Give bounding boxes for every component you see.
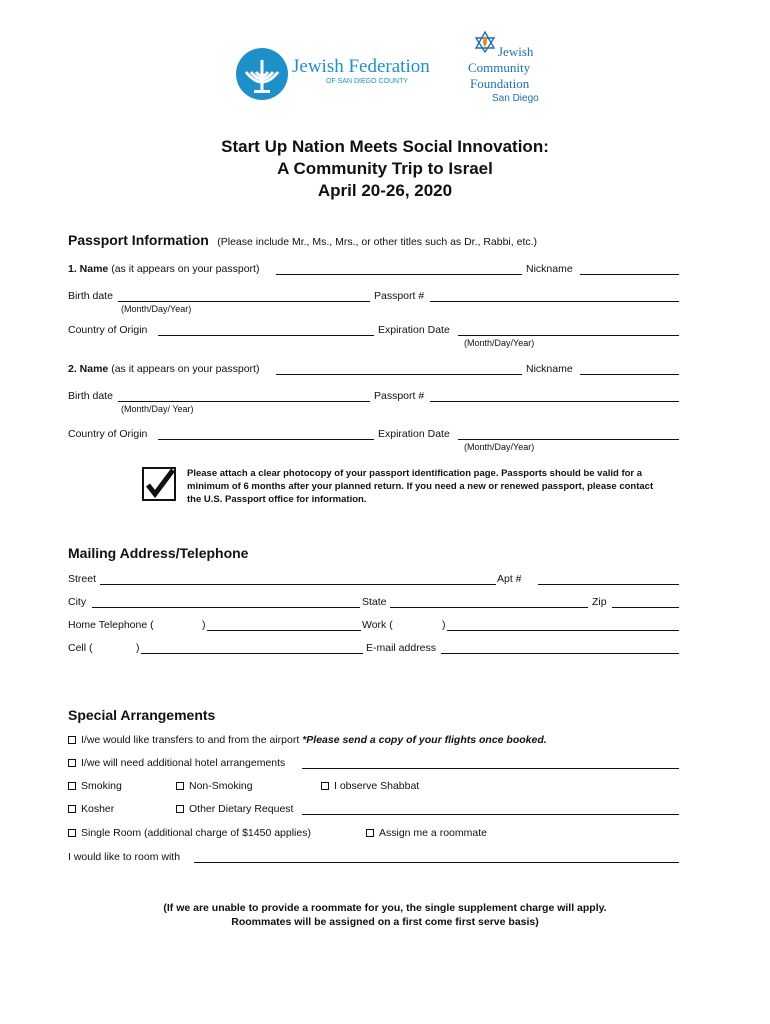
foundation-line1: Jewish [498,44,534,59]
kosher-option[interactable] [68,803,114,815]
single-room-label: Single Room (additional charge of $1450 applies) [81,827,311,839]
page-title-line3: April 20-26, 2020 [317,181,453,200]
home-tel-close: ) [202,619,206,631]
person1-name-num: 1. Name [68,263,109,275]
person1-passport-field[interactable] [430,301,679,302]
person2-nickname-field[interactable] [580,374,679,375]
hotel-field[interactable] [302,768,679,769]
person2-exp-hint: (Month/Day/Year) [464,442,535,452]
person2-name-field[interactable] [276,374,522,375]
cell-field[interactable] [141,653,363,654]
passport-note [187,467,682,506]
foundation-line2: Community [468,60,531,75]
work-tel-field[interactable] [447,630,679,631]
room-with-field[interactable] [194,862,679,863]
email-field[interactable] [441,653,679,654]
passport-heading-note: (Please include Mr., Ms., Mrs., or other titles such as Dr., Rabbi, etc.) [217,236,538,248]
menorah-icon [234,46,290,102]
person2-name-label [68,363,259,375]
home-tel-label: Home Telephone ( [68,619,154,631]
person1-name-note: (as it appears on your passport) [111,263,260,275]
hotel-label: I/we will need additional hotel arrangements [81,757,286,769]
federation-sub: OF SAN DIEGO COUNTY [326,78,409,85]
single-room-checkbox[interactable] [68,829,76,837]
person2-birth-hint: (Month/Day/ Year) [121,404,194,414]
person1-country-label: Country of Origin [68,324,148,336]
hotel-option[interactable] [68,757,285,769]
passport-heading-row [68,232,537,250]
person1-nickname-label: Nickname [526,263,573,275]
shabbat-option[interactable] [321,780,419,792]
passport-note-line1: Please attach a clear photocopy of your passport identification page. Passports should be valid for a [187,468,643,479]
checkmark-icon [142,467,176,501]
person2-name-num: 2. Name [68,363,109,375]
jewish-federation-logo [234,46,434,106]
non-smoking-option[interactable] [176,780,253,792]
other-dietary-field[interactable] [302,814,679,815]
person1-expiration-field[interactable] [458,335,679,336]
transfers-note: *Please send a copy of your flights once booked. [302,734,547,746]
shabbat-label: I observe Shabbat [334,780,420,792]
smoking-option[interactable] [68,780,122,792]
other-dietary-label: Other Dietary Request [189,803,294,815]
passport-heading: Passport Information [68,232,209,248]
star-flame-icon [474,30,496,56]
single-room-option[interactable] [68,827,311,839]
foundation-line3: Foundation [470,76,530,91]
federation-name: Jewish Federation [292,56,430,77]
person2-country-label: Country of Origin [68,428,148,440]
street-field[interactable] [100,584,496,585]
apt-label: Apt # [497,573,522,585]
mailing-heading: Mailing Address/Telephone [68,545,249,561]
zip-label: Zip [592,596,607,608]
transfers-option[interactable] [68,734,547,746]
person1-nickname-field[interactable] [580,274,679,275]
person2-nickname-label: Nickname [526,363,573,375]
smoking-label: Smoking [81,780,122,792]
zip-field[interactable] [612,607,679,608]
person1-expiration-label: Expiration Date [378,324,450,336]
transfers-checkbox[interactable] [68,736,76,744]
smoking-checkbox[interactable] [68,782,76,790]
person2-name-note: (as it appears on your passport) [111,363,260,375]
non-smoking-label: Non-Smoking [189,780,253,792]
person1-name-label [68,263,259,275]
footer-line2: Roommates will be assigned on a first come first serve basis) [231,916,539,928]
person2-passport-label: Passport # [374,390,425,402]
person1-country-field[interactable] [158,335,374,336]
passport-note-line3: the U.S. Passport office for information. [187,494,367,505]
city-label: City [68,596,87,608]
state-label: State [362,596,387,608]
person2-country-field[interactable] [158,439,374,440]
person2-passport-field[interactable] [430,401,679,402]
person2-birth-label: Birth date [68,390,113,402]
city-field[interactable] [92,607,360,608]
person1-name-field[interactable] [276,274,522,275]
person1-birth-field[interactable] [118,301,370,302]
page-title-line1: Start Up Nation Meets Social Innovation: [221,137,549,156]
kosher-label: Kosher [81,803,115,815]
state-field[interactable] [390,607,588,608]
assign-roommate-checkbox[interactable] [366,829,374,837]
jewish-community-foundation-logo [466,30,566,110]
person1-passport-label: Passport # [374,290,425,302]
person1-birth-hint: (Month/Day/Year) [121,304,192,314]
person1-exp-hint: (Month/Day/Year) [464,338,535,348]
hotel-checkbox[interactable] [68,759,76,767]
assign-roommate-option[interactable] [366,827,487,839]
assign-roommate-label: Assign me a roommate [379,827,487,839]
work-close: ) [442,619,446,631]
person2-birth-field[interactable] [118,401,370,402]
passport-note-line2: minimum of 6 months after your planned return. If you need a new or renewed passport, please contact [187,481,654,492]
work-label: Work ( [362,619,393,631]
cell-label: Cell ( [68,642,93,654]
home-tel-field[interactable] [207,630,361,631]
page-title-line2: A Community Trip to Israel [277,159,493,178]
person1-birth-label: Birth date [68,290,113,302]
other-dietary-checkbox[interactable] [176,805,184,813]
email-label: E-mail address [366,642,437,654]
transfers-label: I/we would like transfers to and from the airport [81,734,300,746]
kosher-checkbox[interactable] [68,805,76,813]
shabbat-checkbox[interactable] [321,782,329,790]
special-heading: Special Arrangements [68,707,216,723]
cell-close: ) [136,642,140,654]
non-smoking-checkbox[interactable] [176,782,184,790]
room-with-label: I would like to room with [68,851,181,863]
foundation-line4: San Diego [492,93,539,104]
person2-expiration-field[interactable] [458,439,679,440]
street-label: Street [68,573,97,585]
apt-field[interactable] [538,584,679,585]
other-dietary-option[interactable] [176,803,293,815]
person2-expiration-label: Expiration Date [378,428,450,440]
footer-line1: (If we are unable to provide a roommate for you, the single supplement charge will apply. [163,902,607,914]
